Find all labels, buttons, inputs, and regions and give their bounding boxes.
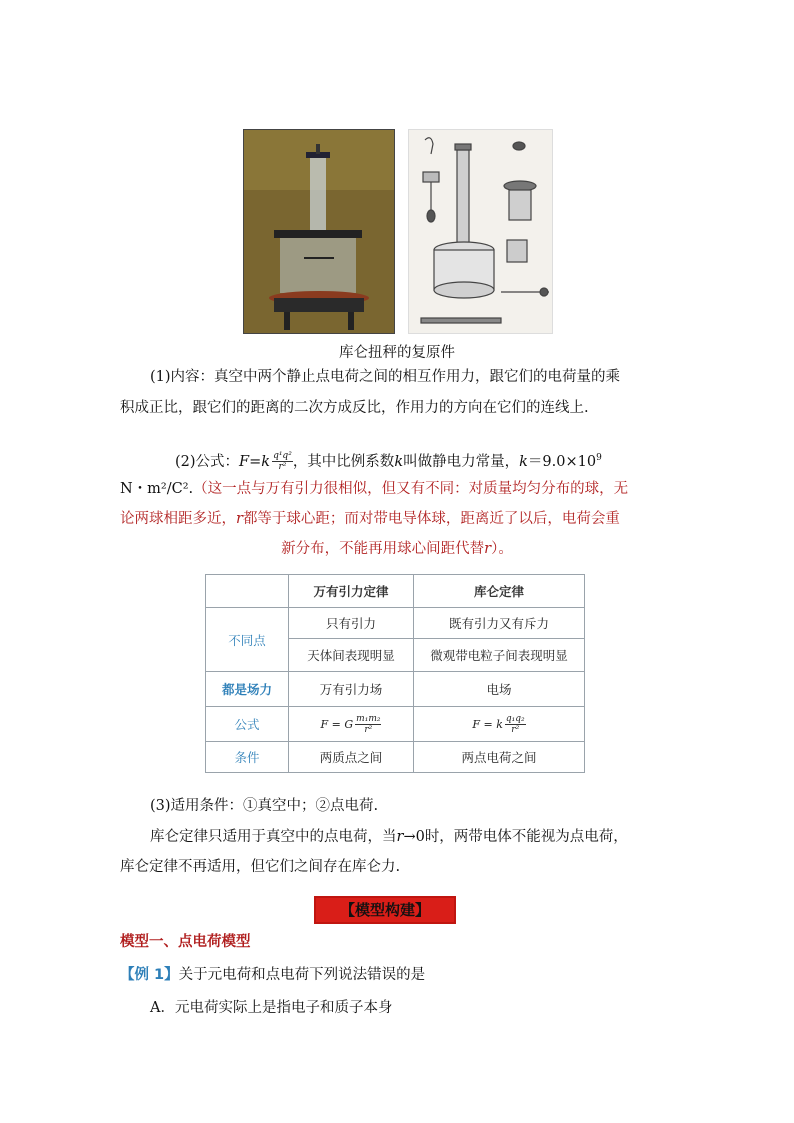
note-red-a: （这一点与万有引力很相似，但又有不同：对质量均匀分布的球，无 (193, 481, 629, 497)
table-row-header: 都是场力 (206, 672, 289, 707)
option-a: A．元电荷实际上是指电子和质子本身 (150, 1000, 393, 1016)
conclusion-a2: 时，两带电体不能视为点电荷， (424, 829, 628, 845)
formula-label: (2)公式： (175, 453, 240, 470)
k-value-symbol: k (519, 453, 528, 470)
table-row-header: 公式 (206, 707, 289, 742)
k-exponent: 9 (596, 453, 602, 463)
conclusion-r: r (396, 829, 404, 845)
table-col-header: 库仑定律 (414, 575, 585, 608)
note-red-c1: 新分布，不能再用球心间距代替 (281, 541, 485, 557)
table-row-header: 条件 (206, 742, 289, 773)
formula-eq: = (249, 453, 262, 470)
formula-lhs: F = k (472, 717, 503, 731)
table-row (206, 707, 585, 742)
formula-num: m₁m₂ (356, 713, 381, 724)
formula-fraction (505, 714, 526, 735)
unit-and-note-line (120, 478, 628, 500)
table-cell: 天体间表现明显 (289, 639, 414, 672)
conclusion-line-2: 库仑定律不再适用，但它们之间存在库仑力. (120, 859, 401, 875)
note-red-b1: 论两球相距多近， (120, 511, 236, 527)
content-label: (1)内容： (150, 369, 215, 385)
table-col-header: 万有引力定律 (289, 575, 414, 608)
table-row (206, 672, 585, 707)
conclusion-line-1 (150, 826, 628, 848)
example-label: 【例 1】 (120, 967, 179, 983)
formula-F: F (239, 453, 250, 470)
table-cell: 只有引力 (289, 608, 414, 639)
note-red-c-r: r (484, 541, 492, 557)
formula-text-b: 叫做静电力常量， (403, 453, 520, 470)
unit-text: N・m²/C². (120, 481, 194, 497)
table-cell: 万有引力场 (289, 672, 414, 707)
formula-text-a: ，其中比例系数 (292, 453, 395, 470)
fraction-numerator: q¹q² (273, 451, 292, 462)
table-cell: 既有引力又有斥力 (414, 608, 585, 639)
table-row (206, 608, 585, 639)
torsion-balance-sketch (408, 129, 553, 334)
formula-num: q₁q₂ (505, 713, 525, 724)
example-text: 关于元电荷和点电荷下列说法错误的是 (178, 967, 426, 983)
content-text: 真空中两个静止点电荷之间的相互作用力，跟它们的电荷量的乘 (214, 369, 621, 385)
condition-paragraph: (3)适用条件：①真空中；②点电荷. (150, 798, 379, 814)
table-cell-formula (289, 707, 414, 742)
example-question (120, 963, 425, 984)
formula-den: r² (511, 724, 520, 735)
fraction-denominator: r² (278, 462, 287, 473)
table-header-row (206, 575, 585, 608)
formula-lhs: F = G (320, 717, 354, 731)
formula-k: k (261, 453, 271, 470)
section-banner: 【模型构建】 (314, 896, 456, 924)
table-row (206, 742, 585, 773)
note-red-r: r (236, 511, 243, 527)
note-red-b2: 都等于球心距；而对带电导体球，距离近了以后，电荷会重 (242, 511, 620, 527)
table-cell: 电场 (414, 672, 585, 707)
table-cell-formula (414, 707, 585, 742)
conclusion-a1: 库仑定律只适用于真空中的点电荷，当 (150, 829, 397, 845)
conclusion-arrow: →0 (403, 829, 425, 845)
table-corner-cell (206, 575, 289, 608)
k-symbol: k (394, 453, 404, 470)
formula-fraction (355, 714, 381, 735)
formula-den: r² (364, 724, 373, 735)
k-value: ＝9.0×10 (527, 453, 597, 470)
note-red-line-2 (120, 508, 620, 530)
table-cell: 两质点之间 (289, 742, 414, 773)
coulomb-fraction (272, 451, 293, 472)
table-cell: 两点电荷之间 (414, 742, 585, 773)
table-cell: 微观带电粒子间表现明显 (414, 639, 585, 672)
content-paragraph-1 (150, 366, 620, 388)
content-paragraph-1-cont: 积成正比，跟它们的距离的二次方成反比，作用力的方向在它们的连线上. (120, 400, 589, 416)
table-row-header: 不同点 (206, 608, 289, 672)
comparison-table (205, 574, 585, 773)
torsion-balance-photo (243, 129, 395, 334)
model-title: 模型一、点电荷模型 (120, 934, 251, 950)
formula-line (175, 447, 602, 473)
note-red-c2: ）。 (491, 541, 513, 557)
figure-caption: 库仑扭秤的复原件 (339, 345, 455, 361)
note-red-line-3 (0, 538, 794, 560)
